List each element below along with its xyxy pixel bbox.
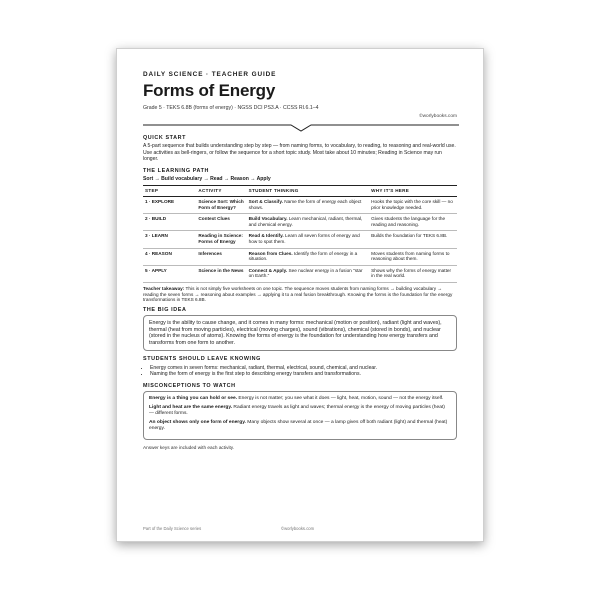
activity-cell: Reading in Science: Forms of Energy	[196, 231, 246, 248]
page-title: Forms of Energy	[143, 81, 276, 100]
site-credit: ©worlybooks.com	[419, 114, 457, 119]
step-cell: 1 · EXPLORE	[143, 197, 196, 214]
quick-start-text: A 5-part sequence that builds understanding step by step — from naming forms, to vocabulary, to reading, to reasoning and real-world use. Use activities as bell-ringers, or follow the sequence for a short topic study. Most take about 10 minutes; Reading in Science may run longer.	[143, 143, 456, 163]
misconception-explanation: Radiant energy travels as light and waves; thermal energy is the energy of moving particles (heat) — different forms.	[149, 405, 445, 417]
thinking-cell	[247, 265, 369, 282]
step-cell: 3 · LEARN	[143, 231, 196, 248]
should-know-list	[143, 365, 457, 378]
misconception-explanation: Energy is not matter; you see what it does — light, heat, motion, sound — not the energy itself.	[237, 396, 444, 402]
column-header: ACTIVITY	[196, 186, 246, 197]
footer-series: Part of the Daily Science series	[143, 526, 202, 531]
misconceptions-heading: MISCONCEPTIONS TO WATCH	[143, 382, 236, 389]
answer-key-note: Answer keys are included with each activity.	[143, 445, 235, 451]
list-item: • Naming the form of energy is the first step to describing energy transfers and transformations.	[150, 371, 457, 377]
big-idea-heading: THE BIG IDEA	[143, 307, 187, 314]
list-item: • Energy comes in seven forms: mechanical, radiant, thermal, electrical, sound, chemical, and nuclear.	[150, 365, 457, 371]
misconception-claim: Light and heat are the same energy.	[149, 405, 233, 411]
column-header: STEP	[143, 186, 196, 197]
learning-path-sequence: Sort → Build vocabulary → Read → Reason → Apply	[143, 176, 271, 183]
thinking-text: Identify the form of energy in a situation.	[248, 250, 358, 262]
misconception-claim: Energy is a thing you can hold or see.	[149, 396, 238, 402]
takeaway-text: This is not simply five worksheets on one topic. The sequence moves students from naming forms → building vocabulary → reading the seven forms → reasoning about examples → applying it to a real fusion breakthrough. Knowing the forms is the foundation for the energy transformations in TEKS 6.8B.	[143, 285, 453, 303]
misconception-item	[149, 405, 451, 417]
table-row	[143, 248, 457, 265]
table-row	[143, 197, 457, 214]
misconception-explanation: Many objects show several at once — a lamp gives off both radiant (light) and thermal (heat) energy.	[149, 420, 448, 432]
thinking-lead: Read & Identify.	[248, 233, 284, 239]
misconceptions-box	[143, 391, 457, 440]
step-cell: 2 · BUILD	[143, 214, 196, 231]
thinking-lead: Reason from Clues.	[248, 250, 293, 256]
activity-cell: Science in the News	[196, 265, 246, 282]
thinking-cell	[247, 248, 369, 265]
thinking-cell	[247, 197, 369, 214]
thinking-lead: Build Vocabulary.	[248, 216, 288, 222]
quick-start-heading: QUICK START	[143, 135, 187, 141]
thinking-text: Learn all seven forms of energy and how to spot them.	[248, 233, 360, 244]
learning-path-table	[143, 185, 457, 283]
activity-cell: Science Sort: Which Form of Energy?	[196, 197, 246, 214]
misconception-item	[149, 396, 451, 402]
thinking-text: Name the form of energy each object shows.	[248, 199, 362, 210]
takeaway-label: Teacher takeaway:	[143, 285, 185, 291]
why-cell: Builds the foundation for TEKS 6.8B.	[369, 231, 457, 248]
header-divider	[143, 123, 459, 133]
why-cell: Shows why the forms of energy matter in the real world.	[369, 265, 457, 282]
table-row	[143, 265, 457, 282]
column-header: WHY IT'S HERE	[369, 186, 457, 197]
learning-path-heading: THE LEARNING PATH	[143, 167, 209, 174]
worksheet-page	[116, 48, 484, 542]
guide-content	[143, 135, 457, 452]
thinking-text: See nuclear energy in a fusion "star on Earth."	[248, 267, 363, 279]
why-cell: Moves students from naming forms to reasoning about them.	[369, 248, 457, 265]
big-idea-box	[143, 315, 457, 351]
should-know-heading: STUDENTS SHOULD LEAVE KNOWING	[143, 356, 261, 363]
series-kicker: DAILY SCIENCE · TEACHER GUIDE	[143, 71, 277, 78]
table-header-row	[143, 186, 457, 197]
activity-cell: Inferences	[196, 248, 246, 265]
why-cell: Gives students the language for the reading and reasoning.	[369, 214, 457, 231]
table-row	[143, 231, 457, 248]
table-row	[143, 214, 457, 231]
activity-cell: Context Clues	[196, 214, 246, 231]
misconception-claim: An object shows only one form of energy.	[149, 420, 246, 426]
step-cell: 5 · APPLY	[143, 265, 196, 282]
footer-site: ©worlybooks.com	[281, 526, 315, 531]
thinking-lead: Connect & Apply.	[248, 267, 288, 273]
page-footer	[143, 526, 457, 531]
why-cell: Hooks the topic with the core skill — no prior knowledge needed.	[369, 197, 457, 214]
thinking-lead: Sort & Classify.	[248, 199, 283, 205]
step-cell: 4 · REASON	[143, 248, 196, 265]
thinking-text: Learn mechanical, radiant, thermal, and chemical energy.	[248, 216, 363, 227]
thinking-cell	[247, 231, 369, 248]
teacher-takeaway	[143, 286, 457, 303]
standards-line: Grade 5 · TEKS 6.8B (forms of energy) · NGSS DCI PS3.A · CCSS RI.6.1–4	[143, 105, 319, 111]
big-idea-text: Energy is the ability to cause change, and it comes in many forms: mechanical (motion or position), radiant (light and waves), thermal (heat from moving particles), electrical (moving charges), sound (vibrations), chemical (stored in bonds), and nuclear (stored in the nucleus of atoms). Knowing the forms of energy is the foundation for understanding how energy transfers and transforms from one form to another.	[149, 320, 442, 346]
misconception-item	[149, 420, 451, 432]
thinking-cell	[247, 214, 369, 231]
column-header: STUDENT THINKING	[247, 186, 369, 197]
